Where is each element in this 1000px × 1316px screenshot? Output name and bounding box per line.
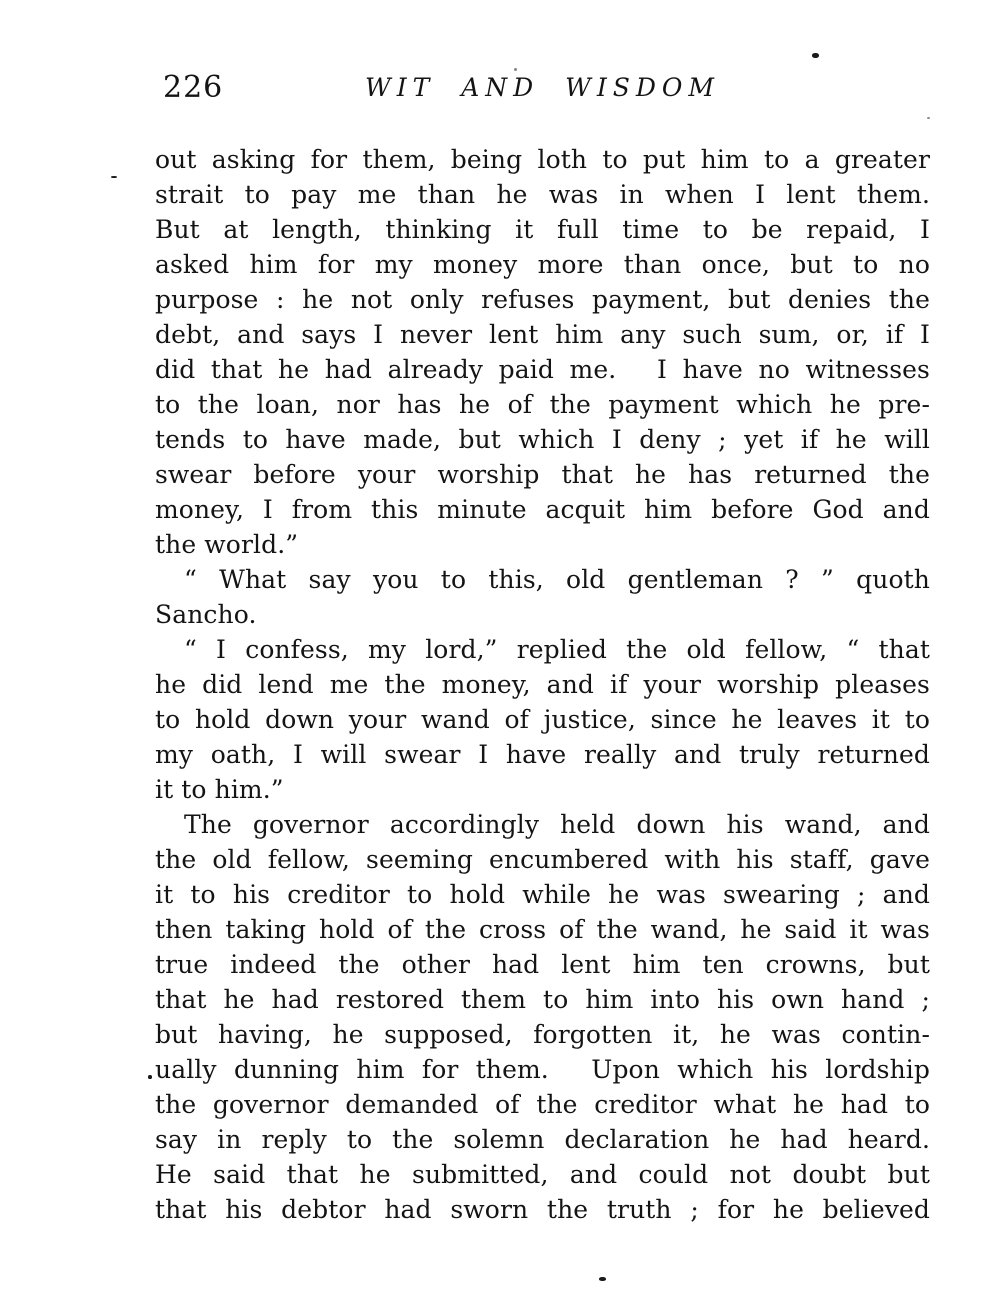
scan-speck bbox=[148, 1075, 152, 1079]
text-line: that he had restored them to him into his own hand ; bbox=[155, 985, 930, 1014]
text-line: then taking hold of the cross of the wand, he said it was bbox=[155, 915, 930, 944]
text-line: he did lend me the money, and if your worship pleases bbox=[155, 670, 930, 699]
scan-speck bbox=[514, 68, 517, 71]
text-line: it to his creditor to hold while he was swearing ; and bbox=[155, 880, 930, 909]
text-line: my oath, I will swear I have really and truly returned bbox=[155, 740, 930, 769]
text-line: But at length, thinking it full time to be repaid, I bbox=[155, 215, 930, 244]
text-line: “ What say you to this, old gentleman ? ” quoth bbox=[184, 565, 930, 594]
text-line: that his debtor had sworn the truth ; for he believed bbox=[155, 1195, 930, 1224]
text-line: to hold down your wand of justice, since he leaves it to bbox=[155, 705, 930, 734]
text-line: money, I from this minute acquit him before God and bbox=[155, 495, 930, 524]
text-line: “ I confess, my lord,” replied the old fellow, “ that bbox=[184, 635, 930, 664]
text-line: the world.” bbox=[155, 530, 299, 559]
text-line: true indeed the other had lent him ten crowns, but bbox=[155, 950, 930, 979]
text-line: Sancho. bbox=[155, 600, 257, 629]
scan-speck bbox=[599, 1277, 606, 1281]
text-line: tends to have made, but which I deny ; yet if he will bbox=[155, 425, 930, 454]
text-line: ually dunning him for them. Upon which his lordship bbox=[155, 1055, 930, 1084]
text-line: to the loan, nor has he of the payment which he pre- bbox=[155, 390, 930, 419]
scan-speck bbox=[812, 53, 819, 58]
scan-speck bbox=[111, 176, 117, 178]
text-line: but having, he supposed, forgotten it, he was contin- bbox=[155, 1020, 930, 1049]
text-line: asked him for my money more than once, but to no bbox=[155, 250, 930, 279]
running-title: WIT AND WISDOM bbox=[365, 73, 720, 102]
text-line: The governor accordingly held down his wand, and bbox=[184, 810, 930, 839]
text-line: it to him.” bbox=[155, 775, 284, 804]
text-line: did that he had already paid me. I have no witnesses bbox=[155, 355, 930, 384]
text-line: swear before your worship that he has returned the bbox=[155, 460, 930, 489]
text-line: strait to pay me than he was in when I lent them. bbox=[155, 180, 930, 209]
text-line: the governor demanded of the creditor what he had to bbox=[155, 1090, 930, 1119]
text-line: say in reply to the solemn declaration he had heard. bbox=[155, 1125, 930, 1154]
text-line: He said that he submitted, and could not doubt but bbox=[155, 1160, 930, 1189]
text-line: the old fellow, seeming encumbered with his staff, gave bbox=[155, 845, 930, 874]
text-line: debt, and says I never lent him any such sum, or, if I bbox=[155, 320, 930, 349]
scan-speck bbox=[927, 117, 930, 119]
page-header bbox=[155, 70, 930, 104]
text-line: purpose : he not only refuses payment, but denies the bbox=[155, 285, 930, 314]
page-number: 226 bbox=[163, 70, 224, 105]
body-text bbox=[155, 142, 930, 1227]
text-line: out asking for them, being loth to put him to a greater bbox=[155, 145, 930, 174]
